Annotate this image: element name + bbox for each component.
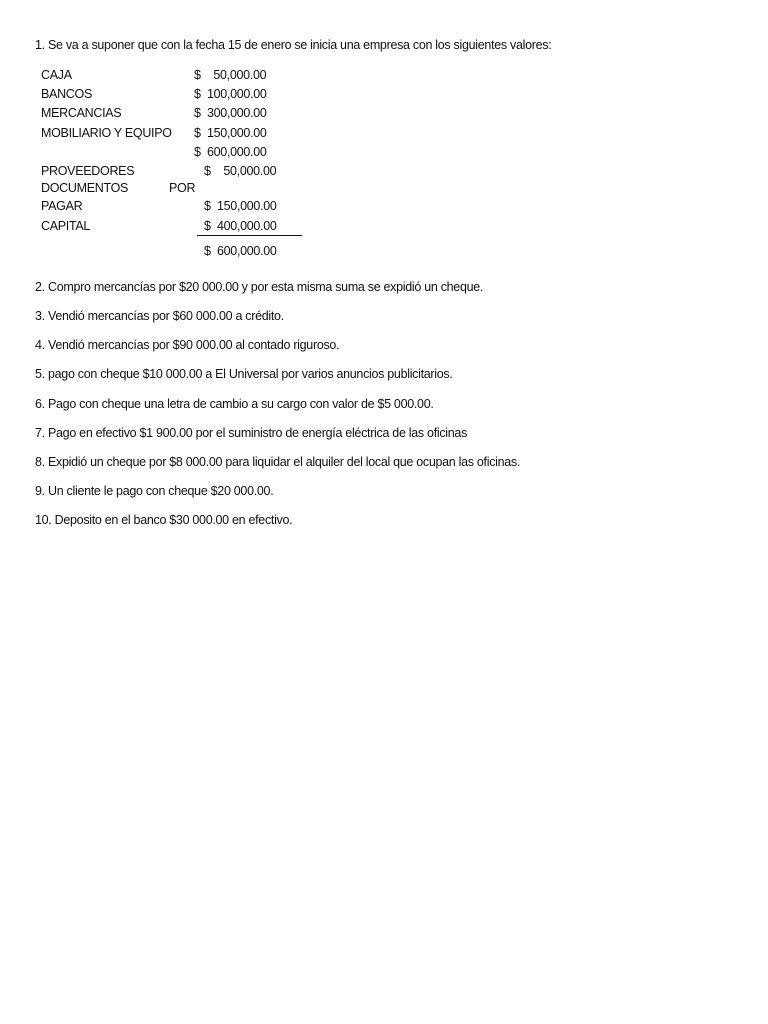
list-item: 5. pago con cheque $10 000.00 a El Universal por varios anuncios publicitarios. — [35, 367, 453, 381]
list-item: 6. Pago con cheque una letra de cambio a su cargo con valor de $5 000.00. — [35, 397, 434, 411]
account-amount-mobiliario: $ 150,000.00 — [194, 126, 267, 140]
account-amount-proveedores: $ 50,000.00 — [204, 164, 277, 178]
account-label-documentos: DOCUMENTOS — [41, 181, 129, 195]
liabilities-capital-total: $ 600,000.00 — [204, 244, 277, 258]
account-amount-bancos: $ 100,000.00 — [194, 87, 267, 101]
account-amount-mercancias: $ 300,000.00 — [194, 106, 267, 120]
list-item: 10. Deposito en el banco $30 000.00 en efectivo. — [35, 513, 293, 527]
list-item: 9. Un cliente le pago con cheque $20 000.00. — [35, 484, 274, 498]
account-amount-documentos-por-pagar: $ 150,000.00 — [204, 199, 277, 213]
sum-underline — [197, 235, 302, 236]
account-amount-caja: $ 50,000.00 — [194, 68, 267, 82]
account-label-bancos: BANCOS — [41, 87, 92, 101]
account-amount-capital: $ 400,000.00 — [204, 219, 277, 233]
list-item: 2. Compro mercancías por $20 000.00 y por esta misma suma se expidió un cheque. — [35, 280, 484, 294]
account-label-capital: CAPITAL — [41, 219, 91, 233]
list-item: 3. Vendió mercancías por $60 000.00 a crédito. — [35, 309, 284, 323]
account-label-documentos-por: POR — [169, 181, 196, 195]
assets-total: $ 600,000.00 — [194, 145, 267, 159]
intro-statement: 1. Se va a suponer que con la fecha 15 de enero se inicia una empresa con los siguientes valores: — [35, 38, 552, 52]
list-item: 4. Vendió mercancías por $90 000.00 al contado riguroso. — [35, 338, 340, 352]
account-label-pagar: PAGAR — [41, 199, 83, 213]
list-item: 8. Expidió un cheque por $8 000.00 para liquidar el alquiler del local que ocupan las oficinas. — [35, 455, 521, 469]
account-label-mobiliario: MOBILIARIO Y EQUIPO — [41, 126, 172, 140]
account-label-proveedores: PROVEEDORES — [41, 164, 135, 178]
list-item: 7. Pago en efectivo $1 900.00 por el suministro de energía eléctrica de las oficinas — [35, 426, 468, 440]
account-label-mercancias: MERCANCIAS — [41, 106, 122, 120]
account-label-caja: CAJA — [41, 68, 72, 82]
